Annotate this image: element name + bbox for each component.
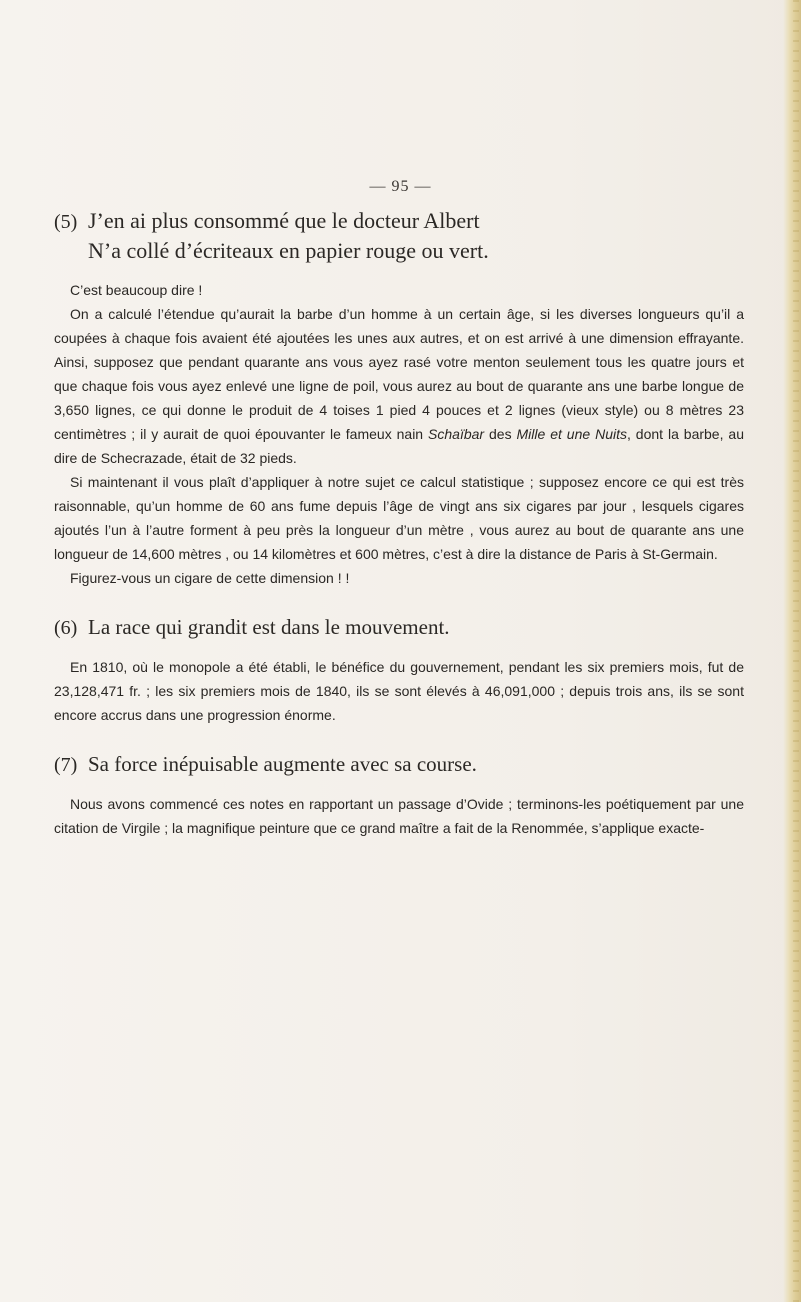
note-7-title xyxy=(54,749,744,780)
spacer xyxy=(54,266,744,278)
note-5-paragraph-2-italic-b: Mille et une Nuits xyxy=(516,426,627,442)
note-5-paragraph-2-text-c: , dont la barbe, au dire de Schecrazade, était de 32 pieds. xyxy=(54,426,744,466)
note-6-paragraph-1: En 1810, où le monopole a été établi, le bénéfice du gouvernement, pendant les six premiers mois, fut de 23,128,471 fr. ; les six premiers mois de 1840, ils se sont élevés à 46,091,000 ; depuis trois ans, ils se sont encore accrus dans une progression énorme. xyxy=(54,659,744,723)
note-5-paragraph-4: Figurez-vous un cigare de cette dimension ! ! xyxy=(70,570,350,586)
note-5-paragraph-2-italic-a: Schaïbar xyxy=(428,426,485,442)
spacer xyxy=(54,590,744,612)
note-6-body xyxy=(54,655,744,727)
note-5-paragraph-3: Si maintenant il vous plaît d’appliquer à notre sujet ce calcul statistique ; supposez encore ce qui est très raisonnable, qu’un homme de 60 ans fume depuis l’âge de vingt ans six cigares par jour , lesquels cigares ajoutés l’un à l’autre forment à peu près la longueur d’un mètre , vous aurez au bout de quarante ans une longueur de 14,600 mètres , ou 14 kilomètres et 600 mètres, c’est à dire la distance de Paris à St-Germain. xyxy=(54,474,744,562)
note-5-body xyxy=(54,278,744,590)
note-5-paragraph-2-text-a: On a calculé l’étendue qu’aurait la barbe d’un homme à un certain âge, si les diverses longueurs qu’il a coupées à chaque fois avaient été ajoutées les unes aux autres, et on est arrivé à une dimension effrayante. Ainsi, supposez que pendant quarante ans vous ayez rasé votre menton seulement tous les quatre jours et que chaque fois vous ayez enlevé une ligne de poil, vous aurez au bout de quarante ans une barbe longue de 3,650 lignes, ce qui donne le produit de 4 toises 1 pied 4 pouces et 2 lignes (vieux style) ou 8 mètres 23 centimètres ; il y aurait de quoi épouvanter le fameux nain xyxy=(54,306,744,442)
note-6-number: (6) xyxy=(54,617,78,639)
note-5-paragraph-2-text-b: des xyxy=(484,426,517,442)
spacer xyxy=(54,780,744,792)
page-number: — 95 — xyxy=(369,178,432,195)
note-5-title-text xyxy=(88,206,744,266)
note-5-title xyxy=(54,206,744,266)
note-5-paragraph-1: C’est beaucoup dire ! xyxy=(70,282,203,298)
note-5-paragraph-2 xyxy=(54,302,744,470)
spacer xyxy=(54,643,744,655)
spacer xyxy=(54,727,744,749)
note-5-title-line-2: N’a collé d’écriteaux en papier rouge ou vert. xyxy=(88,238,489,263)
note-7-body xyxy=(54,792,744,840)
note-7-paragraph-1: Nous avons commencé ces notes en rapportant un passage d’Ovide ; terminons-les poétiquement par une citation de Virgile ; la magnifique peinture que ce grand maître a fait de la Renommée, s’applique exacte- xyxy=(54,796,744,836)
content xyxy=(54,206,744,840)
note-7-number: (7) xyxy=(54,754,78,776)
note-5-title-line-1: J’en ai plus consommé que le docteur Albert xyxy=(88,208,480,233)
note-6-title-text: La race qui grandit est dans le mouvement. xyxy=(88,615,450,639)
note-5-number: (5) xyxy=(54,211,78,233)
note-6-title xyxy=(54,612,744,643)
note-7-title-text: Sa force inépuisable augmente avec sa course. xyxy=(88,752,477,776)
